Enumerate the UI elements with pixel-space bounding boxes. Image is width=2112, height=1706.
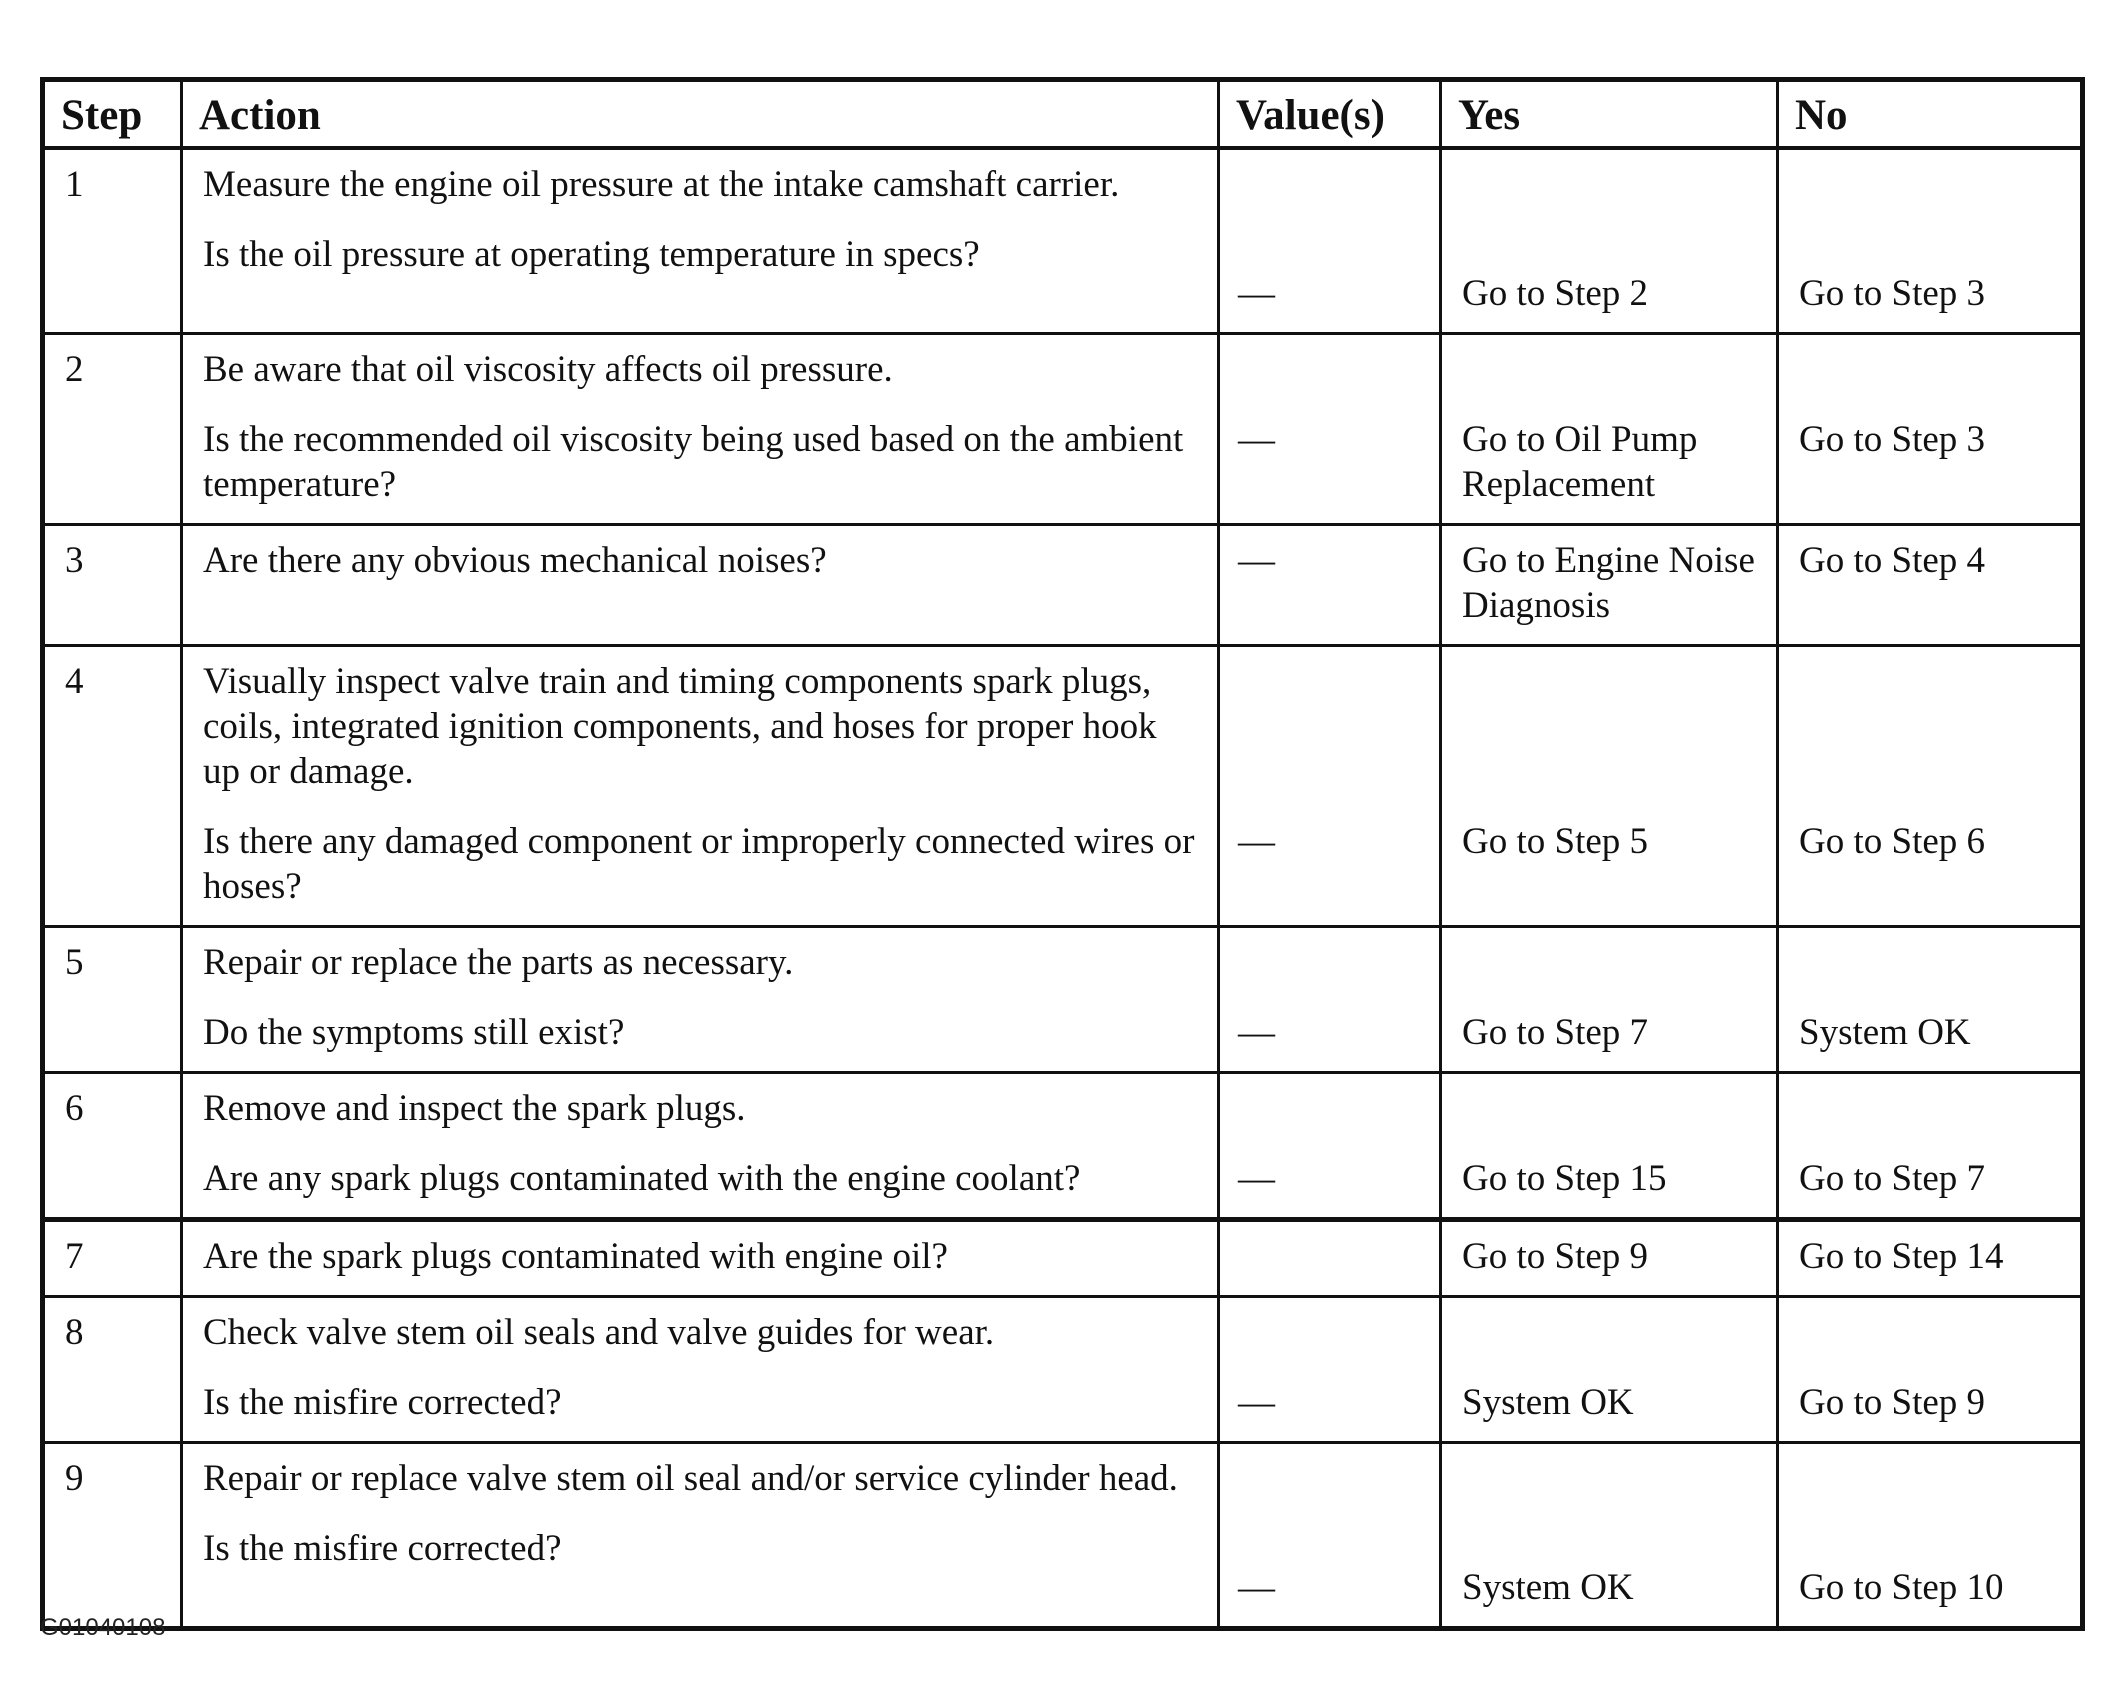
value-cell: — (1219, 525, 1441, 646)
action-note: Repair or replace valve stem oil seal and/or service cylinder head. (203, 1458, 1178, 1499)
action-cell (182, 1443, 1219, 1629)
action-question: Is the oil pressure at operating temperature in specs? (203, 233, 980, 275)
value-cell: — (1219, 1073, 1441, 1220)
table-row (43, 1443, 2083, 1629)
no-cell: System OK (1778, 927, 2083, 1073)
table-row (43, 1220, 2083, 1297)
action-cell (182, 1220, 1219, 1297)
table-row (43, 646, 2083, 927)
step-number: 6 (43, 1073, 182, 1220)
diagnostic-table (40, 77, 2085, 1631)
no-cell: Go to Step 4 (1778, 525, 2083, 646)
yes-cell: Go to Oil Pump Replacement (1441, 334, 1778, 525)
value-cell: — (1219, 148, 1441, 334)
yes-cell: System OK (1441, 1443, 1778, 1629)
action-note: Measure the engine oil pressure at the intake camshaft carrier. (203, 163, 1120, 205)
action-question: Is there any damaged component or improperly connected wires or hoses? (203, 821, 1195, 907)
action-question: Are any spark plugs contaminated with the engine coolant? (203, 1158, 1081, 1199)
action-cell (182, 1073, 1219, 1220)
yes-cell: Go to Step 2 (1441, 148, 1778, 334)
action-note: Repair or replace the parts as necessary. (203, 942, 794, 983)
figure-id: G01040108 (40, 1614, 166, 1641)
no-cell (1778, 334, 2083, 525)
step-number: 4 (43, 646, 182, 927)
value-text: — (1238, 821, 1275, 862)
no-cell: Go to Step 3 (1778, 148, 2083, 334)
table-row (43, 1073, 2083, 1220)
value-text: — (1238, 419, 1275, 460)
yes-text: Go to Step 5 (1462, 821, 1649, 862)
no-cell: Go to Step 9 (1778, 1297, 2083, 1443)
action-cell (182, 525, 1219, 646)
step-number: 8 (43, 1297, 182, 1443)
header-row (43, 80, 2083, 148)
step-number: 1 (43, 148, 182, 334)
action-question: Do the symptoms still exist? (203, 1012, 625, 1053)
action-note: Be aware that oil viscosity affects oil pressure. (203, 349, 893, 390)
table-row (43, 927, 2083, 1073)
value-cell (1219, 1220, 1441, 1297)
step-number: 9 (43, 1443, 182, 1629)
yes-cell: Go to Step 9 (1441, 1220, 1778, 1297)
action-note: Visually inspect valve train and timing components spark plugs, coils, integrated ignition components, and hoses for proper hook up or damage. (203, 661, 1157, 792)
step-number: 3 (43, 525, 182, 646)
action-cell (182, 646, 1219, 927)
value-cell (1219, 334, 1441, 525)
table-row (43, 148, 2083, 334)
action-cell (182, 1297, 1219, 1443)
step-number: 5 (43, 927, 182, 1073)
header-yes: Yes (1441, 80, 1778, 148)
header-no: No (1778, 80, 2083, 148)
yes-cell: Go to Step 15 (1441, 1073, 1778, 1220)
action-cell (182, 927, 1219, 1073)
header-action: Action (182, 80, 1219, 148)
action-note: Remove and inspect the spark plugs. (203, 1088, 746, 1129)
no-text: Go to Step 6 (1799, 821, 1986, 862)
header-values: Value(s) (1219, 80, 1441, 148)
value-cell: — (1219, 927, 1441, 1073)
action-question: Is the recommended oil viscosity being used based on the ambient temperature? (203, 419, 1184, 505)
table-row (43, 334, 2083, 525)
yes-cell: Go to Step 7 (1441, 927, 1778, 1073)
step-number: 7 (43, 1220, 182, 1297)
action-cell (182, 334, 1219, 525)
yes-cell: System OK (1441, 1297, 1778, 1443)
action-question: Are there any obvious mechanical noises? (203, 540, 827, 581)
header-step: Step (43, 80, 182, 148)
step-number: 2 (43, 334, 182, 525)
action-question: Is the misfire corrected? (203, 1382, 562, 1423)
value-cell: — (1219, 1297, 1441, 1443)
yes-cell (1441, 646, 1778, 927)
no-cell: Go to Step 10 (1778, 1443, 2083, 1629)
action-note: Check valve stem oil seals and valve guides for wear. (203, 1312, 995, 1353)
action-question: Are the spark plugs contaminated with engine oil? (203, 1236, 948, 1277)
no-cell: Go to Step 7 (1778, 1073, 2083, 1220)
no-cell (1778, 646, 2083, 927)
action-cell (182, 148, 1219, 334)
value-cell (1219, 646, 1441, 927)
no-cell: Go to Step 14 (1778, 1220, 2083, 1297)
table-row (43, 1297, 2083, 1443)
yes-cell: Go to Engine Noise Diagnosis (1441, 525, 1778, 646)
table-row (43, 525, 2083, 646)
action-question: Is the misfire corrected? (203, 1528, 562, 1569)
value-cell: — (1219, 1443, 1441, 1629)
no-text: Go to Step 3 (1799, 419, 1986, 460)
